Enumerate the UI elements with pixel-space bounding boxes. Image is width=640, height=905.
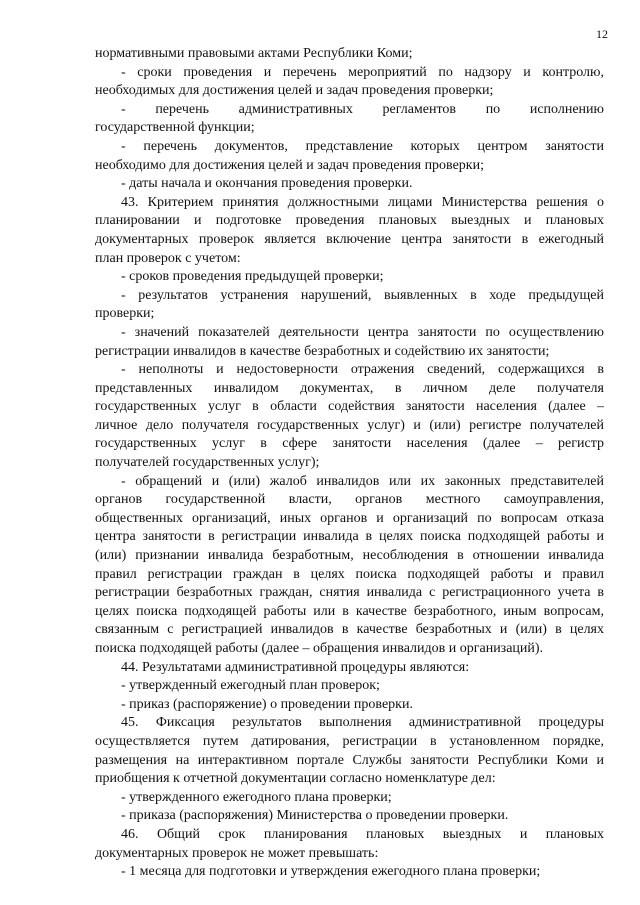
text-line: регистрации инвалидов в качестве безработных и содействию их занятости; — [95, 343, 550, 359]
text-line: необходимых для достижения целей и задач проведения проверки; — [95, 83, 494, 99]
text-line: (или) признании инвалида безработным, несоблюдения в отношении инвалида — [95, 548, 604, 564]
document-body — [95, 45, 604, 882]
text-line: государственных услуг в области содействия занятости населения (далее – — [95, 399, 604, 415]
text-line: получателей государственных услуг); — [95, 455, 320, 471]
text-line: - сроки проведения и перечень мероприятий по надзору и контролю, — [121, 64, 604, 80]
text-line: - даты начала и окончания проведения проверки. — [121, 176, 413, 192]
text-line: личное дело получателя государственных услуг) и (или) регистре получателей — [95, 417, 604, 433]
text-line: осуществляется путем датирования, регистрации в установленном порядке, — [95, 733, 604, 749]
text-line: документарных проверок не может превышать: — [95, 845, 379, 861]
text-line: - обращений и (или) жалоб инвалидов или их законных представителей — [121, 473, 604, 489]
text-line: документарных проверок является включение центра занятости в ежегодный — [95, 231, 604, 247]
text-line: представленных инвалидом документах, в личном деле получателя — [95, 380, 604, 396]
text-line: поиска подходящей работы (далее – обращения инвалидов и организаций). — [95, 641, 544, 656]
text-line: - приказа (распоряжения) Министерства о проведении проверки. — [121, 808, 509, 824]
text-line: - перечень административных регламентов по исполнению — [121, 101, 604, 117]
text-line: органов государственной власти, органов местного самоуправления, — [95, 492, 604, 508]
text-line: проверки; — [95, 306, 155, 322]
text-line: 43. Критерием принятия должностными лицами Министерства решения о — [121, 194, 604, 210]
text-line: необходимо для достижения целей и задач проведения проверки; — [95, 157, 484, 173]
text-line: - утвержденного ежегодного плана проверки; — [121, 789, 392, 805]
text-line: - неполноты и недостоверности отражения сведений, содержащихся в — [121, 362, 604, 378]
text-line: нормативными правовыми актами Республики Коми; — [95, 46, 413, 61]
text-line: 45. Фиксация результатов выполнения административной процедуры — [121, 715, 604, 731]
text-line: - значений показателей деятельности центра занятости по осуществлению — [121, 324, 604, 340]
text-line: - сроков проведения предыдущей проверки; — [121, 269, 384, 285]
text-line: - перечень документов, представление которых центром занятости — [121, 138, 604, 154]
text-line: центра занятости в регистрации инвалида в целях поиска подходящей работы и — [95, 529, 604, 545]
text-line: 44. Результатами административной процедуры являются: — [121, 659, 470, 675]
text-line: правил регистрации граждан в целях поиска подходящей работы и правил — [95, 566, 604, 582]
text-line: приобщения к отчетной документации согласно номенклатуре дел: — [95, 771, 496, 787]
text-line: - приказ (распоряжение) о проведении проверки. — [121, 696, 413, 712]
text-line: - результатов устранения нарушений, выявленных в ходе предыдущей — [121, 287, 604, 303]
text-line: размещения на интерактивном портале Службы занятости Республики Коми и — [95, 752, 604, 768]
page-number: 12 — [596, 27, 608, 41]
text-line: планировании и подготовке проведения плановых выездных и плановых — [95, 213, 604, 229]
text-line: - 1 месяца для подготовки и утверждения ежегодного плана проверки; — [121, 864, 541, 880]
text-line: - утвержденный ежегодный план проверок; — [121, 678, 380, 694]
text-line: 46. Общий срок планирования плановых выездных и плановых — [121, 826, 604, 842]
text-line: связанным с регистрацией инвалидов в качестве безработных и (или) в целях — [95, 622, 604, 638]
text-line: государственной функции; — [95, 120, 255, 136]
text-line: общественных организаций, иных органов и организаций по вопросам отказа — [95, 510, 604, 526]
text-line: регистрации безработных граждан, снятия инвалида с регистрационного учета в — [95, 585, 604, 601]
text-line: целях поиска подходящей работы или в качестве безработного, иным вопросам, — [95, 603, 604, 619]
text-line: план проверок с учетом: — [95, 250, 241, 266]
text-line: государственных услуг в сфере занятости населения (далее – регистр — [95, 436, 604, 452]
